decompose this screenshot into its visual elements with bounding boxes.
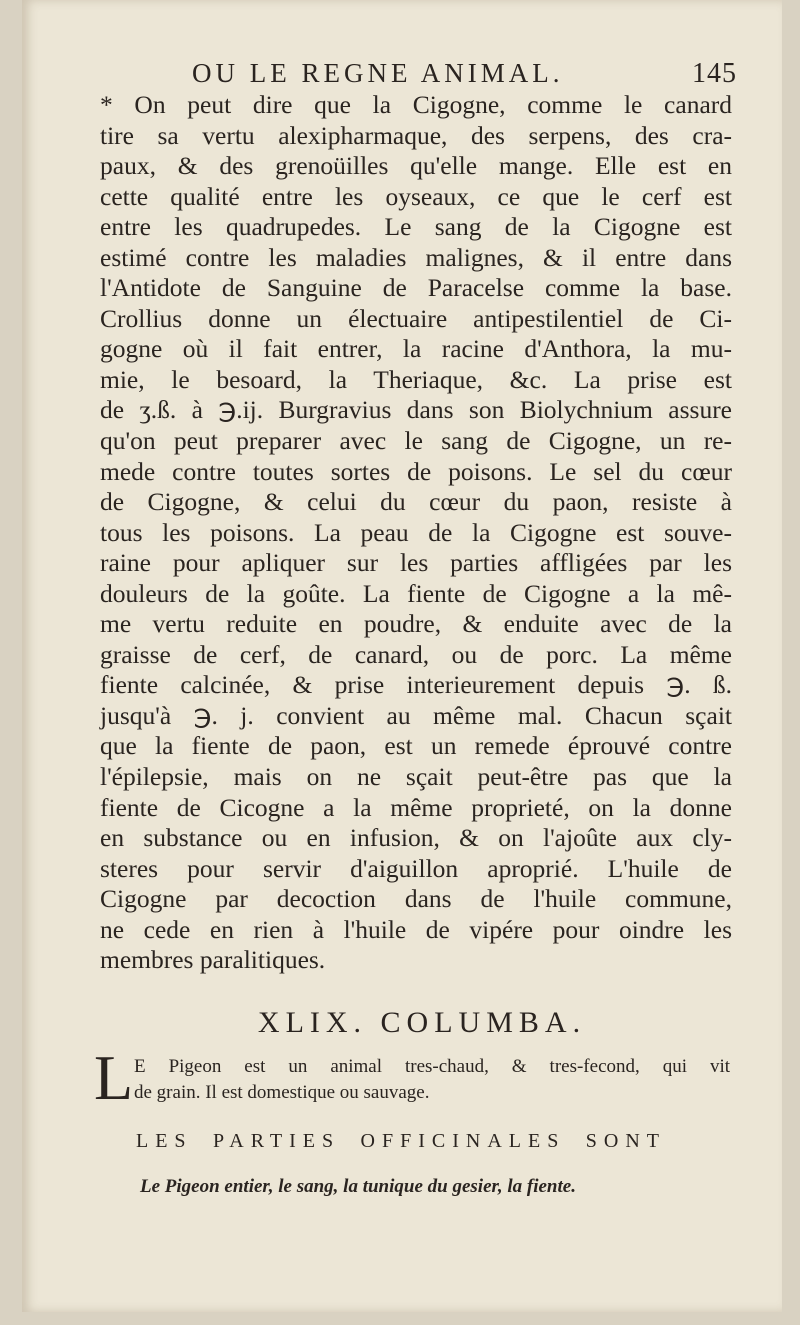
page-number: 145 <box>692 58 737 89</box>
text-line: fiente calcinée, & prise interieurement depuis ℈. ß. <box>100 670 732 700</box>
text-line: en substance ou en infusion, & on l'ajoûte aux cly- <box>100 823 732 853</box>
section-title: XLIX. COLUMBA. <box>257 1006 587 1039</box>
text-line: Crollius donne un électuaire antipestilentiel de Ci- <box>100 303 732 333</box>
intro-line: E Pigeon est un animal tres-chaud, & tres-fecond, qui vit <box>134 1056 730 1077</box>
running-title: OU LE REGNE ANIMAL. <box>192 58 564 88</box>
text-line: raine pour apliquer sur les parties affligées par les <box>100 548 732 578</box>
main-paragraph <box>100 90 732 976</box>
text-line: l'Antidote de Sanguine de Paracelse comme la base. <box>100 273 732 303</box>
text-line: fiente de Cicogne a la même proprieté, on la donne <box>100 792 732 822</box>
text-line: graisse de cerf, de canard, ou de porc. La même <box>100 639 732 669</box>
drop-cap: L <box>94 1042 134 1113</box>
text-line: cette qualité entre les oyseaux, ce que le cerf est <box>100 181 732 211</box>
text-line: Cigogne par decoction dans de l'huile commune, <box>100 884 732 914</box>
text-line: me vertu reduite en poudre, & enduite avec de la <box>100 609 732 639</box>
text-line: entre les quadrupedes. Le sang de la Cigogne est <box>100 212 732 242</box>
text-line: tire sa vertu alexipharmaque, des serpens, des cra- <box>100 120 732 150</box>
text-line: membres paralitiques. <box>100 945 326 975</box>
text-line: * On peut dire que la Cigogne, comme le canard <box>100 90 732 119</box>
running-header <box>192 58 737 90</box>
text-line: l'épilepsie, mais on ne sçait peut-être pas que la <box>100 762 732 792</box>
text-line: mie, le besoard, la Theriaque, &c. La prise est <box>100 364 732 394</box>
text-line: qu'on peut preparer avec le sang de Cigogne, un re- <box>100 426 732 456</box>
text-line: tous les poisons. La peau de la Cigogne est souve- <box>100 517 732 547</box>
text-line: douleurs de la goûte. La fiente de Cigogne a la mê- <box>100 578 732 608</box>
text-line: gogne où il fait entrer, la racine d'Anthora, la mu- <box>100 334 732 364</box>
text-line: jusqu'à ℈. j. convient au même mal. Chacun sçait <box>100 700 732 730</box>
intro-line: de grain. Il est domestique ou sauvage. <box>134 1082 430 1103</box>
text-line: ne cede en rien à l'huile de vipére pour oindre les <box>100 914 732 944</box>
text-line: mede contre toutes sortes de poisons. Le sel du cœur <box>100 456 732 486</box>
subheading: LES PARTIES OFFICINALES SONT <box>136 1130 666 1152</box>
text-line: de ʒ.ß. à ℈.ij. Burgravius dans son Biolychnium assure <box>100 395 732 425</box>
book-page <box>22 0 782 1312</box>
text-line: que la fiente de paon, est un remede éprouvé contre <box>100 731 732 761</box>
text-line: steres pour servir d'aiguillon aproprié. L'huile de <box>100 853 732 883</box>
text-line: estimé contre les maladies malignes, & il entre dans <box>100 242 732 272</box>
text-line: paux, & des grenoüilles qu'elle mange. Elle est en <box>100 151 732 181</box>
parts-list: Le Pigeon entier, le sang, la tunique du gesier, la fiente. <box>140 1176 576 1197</box>
text-line: de Cigogne, & celui du cœur du paon, resiste à <box>100 487 732 517</box>
